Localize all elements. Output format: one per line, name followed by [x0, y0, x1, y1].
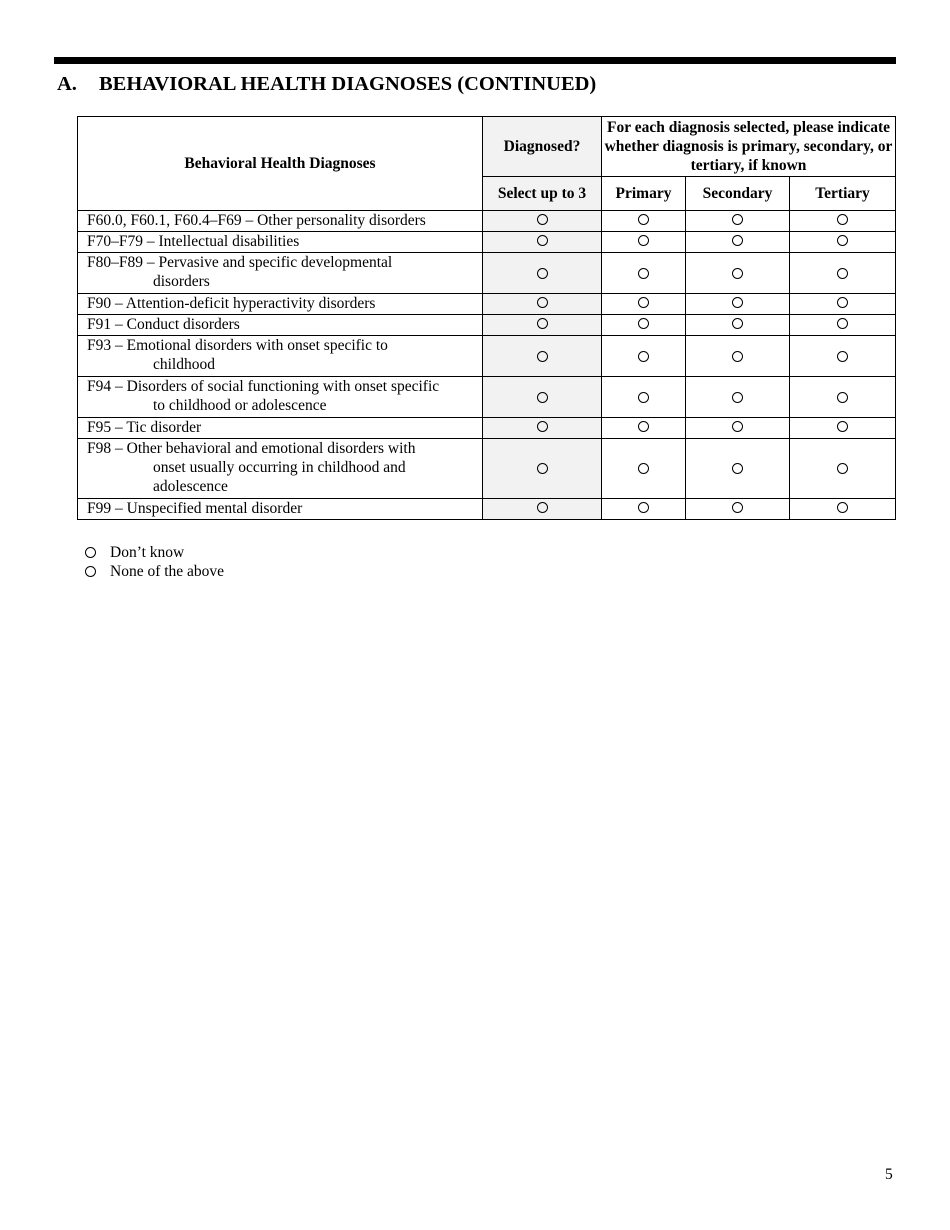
- table-row: [78, 418, 896, 439]
- primary-radio[interactable]: [638, 463, 649, 474]
- header-for-each: For each diagnosis selected, please indicate whether diagnosis is primary, secondary, or tertiary, if known: [602, 117, 896, 177]
- secondary-radio[interactable]: [732, 351, 743, 362]
- diagnosis-label: F70–F79 – Intellectual disabilities: [87, 233, 300, 250]
- table-row: [78, 253, 896, 294]
- none-of-the-above-label: None of the above: [110, 563, 225, 580]
- primary-radio[interactable]: [638, 297, 649, 308]
- dont-know-radio[interactable]: [85, 547, 96, 558]
- diagnosis-label-continued: adolescence: [153, 478, 228, 495]
- dont-know-label: Don’t know: [110, 544, 185, 561]
- tertiary-radio[interactable]: [837, 463, 848, 474]
- diagnosis-label-continued: disorders: [153, 273, 210, 290]
- tertiary-radio[interactable]: [837, 268, 848, 279]
- none-of-the-above-radio[interactable]: [85, 566, 96, 577]
- secondary-radio[interactable]: [732, 297, 743, 308]
- header-secondary: Secondary: [686, 177, 790, 211]
- secondary-radio[interactable]: [732, 392, 743, 403]
- section-title: [57, 73, 596, 96]
- secondary-radio[interactable]: [732, 268, 743, 279]
- primary-radio[interactable]: [638, 502, 649, 513]
- tertiary-radio[interactable]: [837, 392, 848, 403]
- tertiary-radio[interactable]: [837, 235, 848, 246]
- extra-options: [85, 543, 224, 581]
- diagnosis-label: F80–F89 – Pervasive and specific developmental: [87, 254, 393, 271]
- diagnosed-radio[interactable]: [537, 297, 548, 308]
- table-row: [78, 294, 896, 315]
- table-row: [78, 336, 896, 377]
- diagnosis-label: F60.0, F60.1, F60.4–F69 – Other personality disorders: [87, 212, 426, 229]
- diagnosis-label: F99 – Unspecified mental disorder: [87, 500, 303, 517]
- diagnosis-label: F93 – Emotional disorders with onset specific to: [87, 337, 388, 354]
- diagnosis-label-continued: onset usually occurring in childhood and: [153, 459, 406, 476]
- table-row: [78, 499, 896, 520]
- diagnosed-radio[interactable]: [537, 318, 548, 329]
- diagnoses-table: [77, 116, 896, 520]
- diagnosed-radio[interactable]: [537, 235, 548, 246]
- secondary-radio[interactable]: [732, 463, 743, 474]
- none-of-the-above-option[interactable]: [85, 562, 224, 581]
- primary-radio[interactable]: [638, 318, 649, 329]
- top-rule: [54, 57, 896, 64]
- tertiary-radio[interactable]: [837, 502, 848, 513]
- section-letter: A.: [57, 73, 77, 95]
- header-primary: Primary: [602, 177, 686, 211]
- diagnosed-radio[interactable]: [537, 463, 548, 474]
- diagnosed-radio[interactable]: [537, 351, 548, 362]
- primary-radio[interactable]: [638, 392, 649, 403]
- primary-radio[interactable]: [638, 214, 649, 225]
- page-number: 5: [885, 1166, 893, 1183]
- diagnosis-label: F90 – Attention-deficit hyperactivity disorders: [87, 295, 376, 312]
- tertiary-radio[interactable]: [837, 351, 848, 362]
- secondary-radio[interactable]: [732, 235, 743, 246]
- secondary-radio[interactable]: [732, 421, 743, 432]
- table-row: [78, 315, 896, 336]
- primary-radio[interactable]: [638, 268, 649, 279]
- secondary-radio[interactable]: [732, 214, 743, 225]
- section-title-text: BEHAVIORAL HEALTH DIAGNOSES (CONTINUED): [99, 73, 597, 95]
- header-diagnosed: Diagnosed?: [483, 117, 602, 177]
- diagnosis-label: F91 – Conduct disorders: [87, 316, 240, 333]
- table-row: [78, 377, 896, 418]
- primary-radio[interactable]: [638, 351, 649, 362]
- header-diagnoses: Behavioral Health Diagnoses: [78, 117, 483, 211]
- table-row: [78, 232, 896, 253]
- secondary-radio[interactable]: [732, 502, 743, 513]
- diagnosis-label: F98 – Other behavioral and emotional disorders with: [87, 440, 416, 457]
- diagnosed-radio[interactable]: [537, 392, 548, 403]
- diagnosed-radio[interactable]: [537, 502, 548, 513]
- secondary-radio[interactable]: [732, 318, 743, 329]
- header-tertiary: Tertiary: [790, 177, 896, 211]
- header-select-up-to-3: Select up to 3: [483, 177, 602, 211]
- diagnosis-label: F94 – Disorders of social functioning with onset specific: [87, 378, 440, 395]
- tertiary-radio[interactable]: [837, 214, 848, 225]
- diagnosis-label-continued: childhood: [153, 356, 215, 373]
- diagnosed-radio[interactable]: [537, 421, 548, 432]
- table-row: [78, 439, 896, 499]
- diagnosed-radio[interactable]: [537, 214, 548, 225]
- dont-know-option[interactable]: [85, 543, 224, 562]
- diagnosis-label: F95 – Tic disorder: [87, 419, 202, 436]
- table-row: [78, 211, 896, 232]
- tertiary-radio[interactable]: [837, 421, 848, 432]
- diagnosis-label-continued: to childhood or adolescence: [153, 397, 327, 414]
- primary-radio[interactable]: [638, 235, 649, 246]
- primary-radio[interactable]: [638, 421, 649, 432]
- tertiary-radio[interactable]: [837, 297, 848, 308]
- tertiary-radio[interactable]: [837, 318, 848, 329]
- diagnosed-radio[interactable]: [537, 268, 548, 279]
